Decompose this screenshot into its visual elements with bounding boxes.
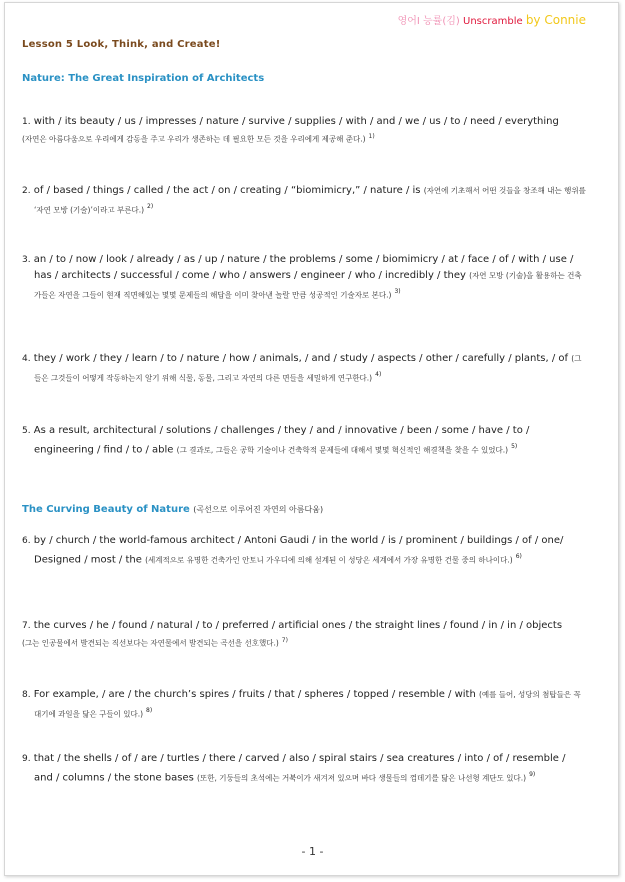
unscramble-words — [22, 252, 587, 303]
item-number: 4. — [22, 354, 31, 364]
item-words: an / to / now / look / already / as / up / nature / the problems / some / biomimicry / at / face / of / with / use / has / architects / successful / come / who / answers / engineer / who / incredibly / they — [33, 254, 574, 281]
item-number: 9. — [22, 754, 31, 764]
item-words: by / church / the world-famous architect / Antoni Gaudi / in the world / is / prominent / buildings / of / one/ Designed / most / the — [33, 535, 564, 566]
footnote-mark: 4) — [375, 371, 382, 378]
list-item — [22, 423, 587, 458]
translation-text: (그는 인공물에서 발견되는 직선보다는 자연물에서 발견되는 곡선을 선호했다.) — [22, 638, 279, 648]
document-page — [4, 2, 619, 876]
header-course: 영어I 능률(김) — [397, 16, 460, 27]
list-item — [22, 114, 587, 146]
footnote-mark: 3) — [394, 288, 401, 295]
header-author: by Connie — [525, 13, 586, 27]
translation-text: (세계적으로 유명한 건축가인 안토니 가우디에 의해 설계된 이 성당은 세계에서 가장 유명한 건물 중의 하나이다.) — [145, 555, 513, 565]
list-item — [22, 252, 587, 303]
translation-text: (또한, 기둥들의 초석에는 거북이가 새겨져 있으며 바다 생물들의 껍데기를 닮은 나선형 계단도 있다.) — [197, 773, 527, 783]
section-title-curving — [22, 504, 323, 515]
unscramble-words — [22, 687, 587, 722]
footnote-mark: 8) — [146, 707, 153, 714]
item-words: As a result, architectural / solutions / challenges / they / and / innovative / been / some / have / to / engineering / find / to / able — [33, 425, 530, 456]
footnote-mark: 1) — [368, 133, 375, 140]
unscramble-words — [22, 351, 587, 386]
item-number: 1. — [22, 117, 31, 127]
item-number: 2. — [22, 186, 31, 196]
translation-text: (예를 들어, 성당의 첨탑들은 꼭대기에 과일을 닮은 구들이 있다.) — [34, 690, 581, 719]
unscramble-words — [22, 751, 587, 786]
list-item — [22, 351, 587, 386]
translation-text: (자연에 기초해서 어떤 것들을 창조해 내는 행위를 ‘자연 모방 (기술)’이라고 부른다.) — [34, 186, 586, 215]
item-translation — [22, 130, 587, 146]
footnote-mark: 9) — [529, 771, 536, 778]
unscramble-words — [22, 533, 587, 568]
translation-text: (그 결과로, 그들은 공학 기술이나 건축학적 문제들에 대해서 몇몇 혁신적인 해결책을 찾을 수 있었다.) — [176, 445, 509, 455]
list-item — [22, 533, 587, 568]
item-words: For example, / are / the church’s spires / fruits / that / spheres / topped / resemble / with — [33, 689, 476, 700]
list-item — [22, 687, 587, 722]
footnote-mark: 2) — [147, 203, 154, 210]
item-words: of / based / things / called / the act / on / creating / “biomimicry,” / nature / is — [33, 185, 421, 196]
unscramble-words — [22, 423, 587, 458]
page-number: - 1 - — [301, 845, 324, 858]
section-title-nature — [22, 73, 264, 84]
list-item — [22, 751, 587, 786]
translation-text: (자연은 아름다움으로 우리에게 감동을 주고 우리가 생존하는 데 필요한 모든 것을 우리에게 제공해 준다.) — [22, 134, 366, 144]
header-tag — [398, 12, 586, 27]
footnote-mark: 7) — [281, 637, 288, 644]
footnote-mark: 6) — [515, 553, 522, 560]
lesson-title: Lesson 5 Look, Think, and Create! — [22, 39, 221, 50]
unscramble-words — [22, 183, 587, 218]
unscramble-words — [22, 114, 587, 130]
unscramble-words — [22, 618, 587, 634]
item-number: 6. — [22, 536, 31, 546]
item-number: 8. — [22, 690, 31, 700]
translation-text: (자연 모방 (기술)을 활용하는 건축가들은 자연을 그들이 현재 직면해있는 몇몇 문제들의 해답을 이미 찾아낸 놀랄 만큼 성공적인 기술자로 본다.) — [34, 271, 582, 300]
translation-text: (그들은 그것들이 어떻게 작동하는지 알기 위해 식물, 동물, 그리고 자연의 다른 면들을 세밀하게 연구한다.) — [34, 354, 582, 383]
list-item — [22, 618, 587, 650]
item-words: that / the shells / of / are / turtles / there / carved / also / spiral stairs / sea creatures / into / of / resemble / and / columns / the stone bases — [33, 753, 566, 784]
footnote-mark: 5) — [511, 443, 518, 450]
item-words: the curves / he / found / natural / to / preferred / artificial ones / the straight lines / found / in / in / objects — [33, 620, 563, 631]
list-item — [22, 183, 587, 218]
item-number: 3. — [22, 255, 31, 265]
section-title-text: The Curving Beauty of Nature — [22, 504, 190, 515]
section-title-text: Nature: The Great Inspiration of Architects — [22, 73, 265, 84]
header-type: Unscramble — [463, 16, 523, 27]
item-words: they / work / they / learn / to / nature / how / animals, / and / study / aspects / other / carefully / plants, / of — [33, 353, 569, 364]
section-subtitle: (곡선으로 이루어진 자연의 아름다움) — [193, 505, 324, 514]
item-number: 5. — [22, 426, 31, 436]
item-words: with / its beauty / us / impresses / nature / survive / supplies / with / and / we / us / to / need / everything — [33, 116, 559, 127]
item-translation — [22, 634, 587, 650]
item-number: 7. — [22, 621, 31, 631]
